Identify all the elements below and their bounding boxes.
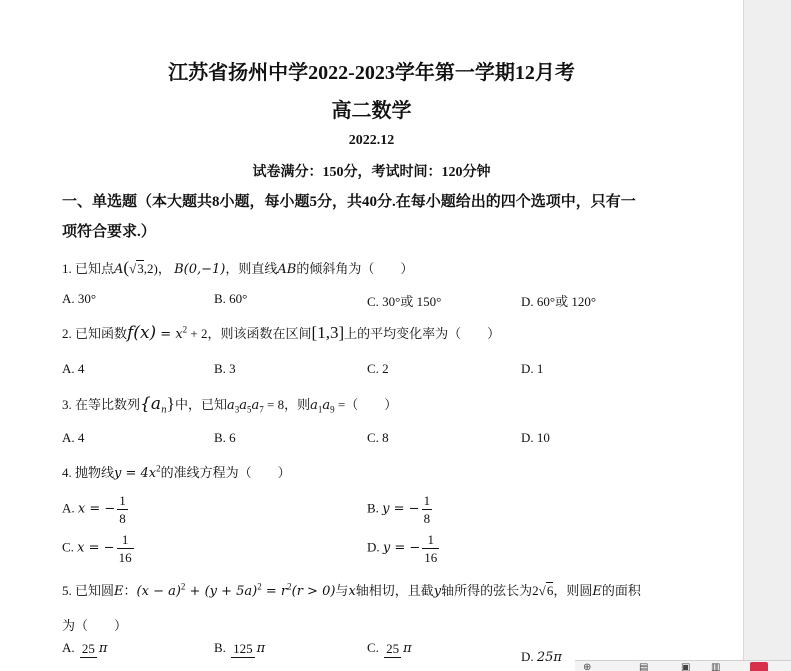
function-plus: + 2 [187,326,208,341]
point-b: B(0,−1) [174,262,226,277]
numerator: 1 [117,531,134,549]
zoom-icon[interactable]: ⊕ [583,662,592,671]
numerator: 25 [81,641,95,657]
question-3 [62,394,397,416]
term-a9: a [322,398,331,413]
eq-part-2: + (y + 5a) [185,584,258,599]
point-a-label: A [114,262,124,277]
sequence-close: } [166,394,175,413]
viewer-scroll-area[interactable] [743,0,791,671]
exam-date: 2022.12 [348,133,395,148]
q2-option-b: B. 3 [214,361,236,376]
term-a7: a [251,398,260,413]
denominator: 8 [423,511,431,526]
equals-8: = 8 [263,397,285,412]
option-var: x = − [77,540,115,556]
q5-option-b [214,640,265,658]
q2-option-a: A. 4 [62,361,85,376]
function-fx: f(x) [127,323,157,343]
circle-e: E [114,584,124,599]
sequence: {a [140,394,161,414]
option-var: y = − [382,540,421,556]
question-text-3: 的倾斜角为（ ） [296,261,414,276]
question-text-2: ，则直线 [225,261,278,276]
question-text: 已知圆 [75,583,115,598]
numerator: 25 [386,641,400,657]
sub-5: 5 [246,404,252,415]
q4-option-b [367,492,434,527]
eq-part-1: (x − a) [136,584,181,599]
sqrt-symbol: √ [129,261,137,276]
function-eq: = x [156,327,183,342]
single-page-icon[interactable]: ▤ [639,662,649,671]
exponent: 2 [156,463,161,474]
question-5 [62,580,641,599]
question-text-4: =（ ） [334,397,398,412]
eq-part-4: (r > 0) [291,584,336,599]
sqrt-symbol: √ [538,583,546,598]
exam-title: 江苏省扬州中学2022-2023学年第一学期12月考 [168,62,575,84]
q3-option-c: C. 8 [367,430,389,445]
section-heading: 一、单选题（本大题共8小题，每小题5分，共40分.在每小题给出的四个选项中，只有一 [62,194,636,210]
q1-option-b: B. 60° [214,291,248,306]
sub-7: 7 [259,404,264,415]
numerator: 1 [423,493,431,508]
question-text-3: ，则 [284,397,311,412]
numerator: 1 [422,531,439,549]
option-label: C. [62,539,74,555]
question-text-2: ，则该函数在区间 [207,326,312,341]
term-a1: a [310,398,318,413]
pi: π [98,641,108,656]
q3-option-a: A. 4 [62,430,85,445]
denominator: 8 [119,511,126,526]
denominator: 16 [118,550,132,565]
option-label: B. [367,500,379,516]
dual-page-icon[interactable]: ▥ [711,662,721,671]
fraction [80,640,97,658]
pi: π [403,641,412,656]
fraction [384,640,401,658]
option-var: y = − [382,501,420,517]
question-number: 1. [62,261,72,276]
option-value: 25π [536,650,562,665]
question-text-3: 轴相切，且截 [355,583,434,598]
q2-option-c: C. 2 [367,361,389,376]
square-1: 2 [180,581,186,592]
question-5-cont: 为（ ） [62,618,128,633]
interval: [1,3] [311,323,345,342]
option-label: C. [367,640,379,655]
question-number: 4. [62,465,72,480]
question-4 [62,462,291,481]
colon: ： [123,583,137,598]
sub-1: 1 [317,404,323,415]
numerator: 125 [233,641,253,657]
term-a3: a [226,398,235,413]
option-label: A. [62,500,75,516]
q1-option-c: C. 30°或 150° [367,294,442,309]
point-a-open: ( [123,258,130,277]
question-text-5: ，则圆 [553,583,593,598]
circle-e-2: E [592,584,602,599]
point-a-rest: ,2) [143,261,158,276]
exam-info: 试卷满分：150分，考试时间：120分钟 [252,165,491,180]
sub-9: 9 [330,404,335,415]
square-3: 2 [287,581,292,592]
q4-option-c [62,531,136,566]
line-ab: AB [277,262,297,277]
q5-option-c [367,640,412,658]
fraction [231,640,255,658]
chord-coef: 2 [532,583,539,598]
question-text: 已知函数 [75,326,128,341]
sub-3: 3 [234,404,240,415]
parabola-eq: y = 4x [114,466,157,481]
x-axis: x [348,584,356,599]
pi: π [256,641,266,656]
chord-root: 6 [546,583,554,598]
q1-option-d: D. 60°或 120° [521,294,597,309]
question-text: 在等比数列 [75,397,141,412]
fraction [422,531,439,566]
q1-option-a: A. 30° [62,291,97,306]
numerator: 1 [119,493,126,508]
question-text-2: 中，已知 [174,397,227,412]
question-1 [62,258,413,278]
q4-option-a [62,492,130,527]
question-number: 2. [62,326,72,341]
option-label: D. [367,539,380,555]
point-a-root: 3 [137,261,144,276]
option-var: x = − [77,501,116,517]
option-label: A. [62,640,75,655]
app-action-icon[interactable] [750,662,768,671]
q5-option-a [62,640,107,658]
question-number: 3. [62,397,72,412]
q3-option-d: D. 10 [521,430,550,445]
eq-part-3: = r [261,584,288,599]
q3-option-b: B. 6 [214,430,236,445]
separator: ， [157,261,171,276]
exam-subject: 高二数学 [331,100,412,122]
y-axis: y [433,584,442,599]
fit-page-icon[interactable]: ▣ [681,662,691,671]
denominator: 16 [424,550,438,565]
question-text-2: 的准线方程为（ ） [160,465,291,480]
sequence-sub: n [160,405,167,416]
fraction [117,492,128,527]
question-2 [62,323,500,343]
question-text: 已知点 [75,261,115,276]
q4-option-d [367,531,441,566]
fraction [422,492,433,527]
question-text-4: 轴所得的弦长为 [441,583,533,598]
q5-option-d [521,649,562,665]
exponent: 2 [182,324,188,335]
question-text-2: 与 [335,583,349,598]
term-a5: a [239,398,247,413]
question-text-6: 的面积 [601,583,641,598]
square-2: 2 [257,581,262,592]
question-number: 5. [62,583,72,598]
section-heading-cont: 项符合要求.） [62,224,156,240]
q2-option-d: D. 1 [521,361,544,376]
question-text: 抛物线 [75,465,115,480]
question-text-3: 上的平均变化率为（ ） [344,326,501,341]
fraction [117,531,134,566]
option-label: D. [521,649,534,664]
option-label: B. [214,640,226,655]
